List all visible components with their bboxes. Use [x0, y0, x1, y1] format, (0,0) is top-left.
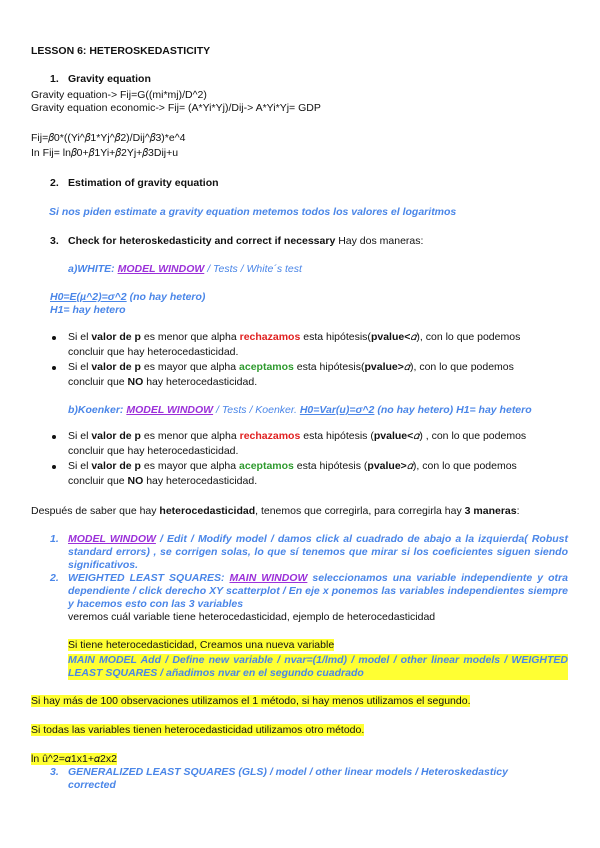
text: es mayor que alpha: [140, 361, 240, 373]
text: Después de saber que hay: [31, 505, 160, 517]
fix-3-number: 3.: [50, 766, 59, 778]
text: Si el: [68, 361, 92, 373]
page-title: LESSON 6: HETEROSKEDASTICITY: [31, 45, 211, 57]
section-3-heading-tail: Hay dos maneras:: [335, 235, 424, 247]
accept-keyword: aceptamos: [239, 460, 294, 472]
text-bold: valor de p: [91, 361, 141, 373]
reject-keyword: rechazamos: [239, 430, 301, 442]
log-residual-formula: [31, 753, 117, 766]
method-choice-line: [31, 695, 470, 708]
fix-2-highlight-1: [68, 639, 334, 652]
fix-2-description: seleccionamos una variable independiente y otra dependiente / click derecho XY scatterplot / En eje x ponemos las variables independientes siempre y hacemos esto con las 3 variables: [68, 572, 568, 610]
white-bullet-1-cont: concluir que hay heterocedasticidad.: [68, 346, 239, 358]
gravity-equation-line: Gravity equation-> Fij=G((mi*mj)/D^2): [31, 89, 207, 101]
text: Si el: [68, 331, 92, 343]
white-model-window-link[interactable]: MODEL WINDOW: [117, 263, 205, 275]
gravity-log-formula: In Fij= ln𝛽0+𝛽1Yi+𝛽2Yj+𝛽3Dij+u: [31, 147, 179, 159]
accept-keyword: aceptamos: [239, 361, 294, 373]
highlight-text: Si tiene heterocedasticidad, Creamos una nueva variable: [68, 639, 335, 651]
text: esta hipótesis(: [293, 361, 365, 373]
koenker-bullet-1-cont: concluir que hay heterocedasticidad.: [68, 445, 239, 457]
fix-2-title: WEIGHTED LEAST SQUARES:: [68, 572, 230, 584]
koenker-test-line: [68, 404, 532, 417]
text: es mayor que alpha: [140, 460, 240, 472]
text-bold: valor de p: [91, 430, 141, 442]
white-h0-line: [50, 291, 205, 304]
fix-3-text-cont: corrected: [68, 779, 116, 791]
fix-1-number: 1.: [50, 533, 59, 545]
text: ), con lo que podemos: [412, 460, 517, 472]
bullet-dot: [52, 366, 56, 370]
text: ), con lo que podemos: [409, 361, 514, 373]
section-3-heading: Check for heteroskedasticity and correct if necessary: [68, 235, 336, 247]
fix-1-text: [68, 533, 568, 572]
highlight-text: Si todas las variables tienen heterocedasticidad utilizamos otro método.: [31, 724, 365, 736]
section-3-number: 3.: [50, 235, 59, 247]
white-h0-tail: (no hay hetero): [126, 291, 206, 303]
fix-2-highlight-2: MAIN MODEL Add / Define new variable / nvar=(1/lmd) / model / other linear models / WEIGHTED LEAST SQUARES / añadimos nvar en el segundo cuadrado: [68, 654, 568, 679]
koenker-tail: (no hay hetero) H1= hay hetero: [374, 404, 532, 416]
text: ), con lo que podemos: [416, 331, 521, 343]
koenker-bullet-2-cont: [68, 475, 257, 488]
white-bullet-1: [68, 331, 520, 344]
text-bold: valor de p: [91, 331, 141, 343]
white-bullet-2: [68, 361, 514, 374]
alpha-symbol: 𝛼: [413, 430, 420, 442]
alpha-symbol: 𝛼: [410, 331, 417, 343]
fix-1-description: / Edit / Modify model / damos click al cuadrado de abajo a la izquierda( Robust standard errors) , se corrigen solas, lo que sí tenemos que mirar si los coeficientes siguen siendo significativos.: [68, 533, 568, 571]
text: concluir que: [68, 376, 128, 388]
gravity-formula: Fij=𝛽0*((Yi^𝛽1*Yj^𝛽2)/Dij^𝛽3)*e^4: [31, 132, 186, 144]
all-variables-line: [31, 724, 364, 737]
highlight-text: ln û^2=𝛼1x1+𝛼2x2: [31, 753, 117, 765]
estimation-note: Si nos piden estimate a gravity equation metemos todos los valores el logaritmos: [49, 206, 457, 218]
text-bold: pvalue<: [370, 331, 411, 343]
text: ) , con lo que podemos: [419, 430, 527, 442]
koenker-test-path: / Tests / Koenker.: [213, 404, 300, 416]
white-test-line: [68, 263, 302, 276]
text-bold: heterocedasticidad: [159, 505, 256, 517]
alpha-symbol: 𝛼: [406, 460, 413, 472]
text: es menor que alpha: [140, 331, 240, 343]
text: hay heterocedasticidad.: [143, 376, 258, 388]
text: , tenemos que corregirla, para corregirla hay: [255, 505, 465, 517]
text: esta hipótesis (: [293, 460, 368, 472]
text-bold: pvalue>: [364, 361, 404, 373]
text: hay heterocedasticidad.: [143, 475, 258, 487]
fix-2-plain: veremos cuál variable tiene heterocedasticidad, ejemplo de heterocedasticidad: [68, 611, 436, 623]
text: concluir que: [68, 475, 128, 487]
koenker-bullet-2: [68, 460, 517, 473]
fix-3-text: GENERALIZED LEAST SQUARES (GLS) / model / other linear models / Heteroskedasticy: [68, 766, 508, 778]
koenker-h0: H0=Var(u)=σ^2: [299, 404, 375, 416]
correction-intro: [31, 505, 520, 518]
koenker-model-window-link[interactable]: MODEL WINDOW: [126, 404, 214, 416]
bullet-dot: [52, 435, 56, 439]
white-test-path: / Tests / White´s test: [204, 263, 302, 275]
white-h1: H1= hay hetero: [50, 304, 126, 316]
text-bold: NO: [127, 475, 144, 487]
text: esta hipótesis (: [300, 430, 374, 442]
bullet-dot: [52, 465, 56, 469]
fix-2-text: [68, 572, 568, 611]
section-2-number: 2.: [50, 177, 59, 189]
white-h0: H0=E(µ^2)=σ^2: [50, 291, 127, 303]
text: esta hipótesis(: [300, 331, 371, 343]
text-bold: NO: [127, 376, 144, 388]
text-bold: pvalue>: [367, 460, 407, 472]
section-2-heading: Estimation of gravity equation: [68, 177, 219, 189]
white-label: a)WHITE:: [68, 263, 118, 275]
white-bullet-2-cont: [68, 376, 257, 389]
section-1-heading: Gravity equation: [68, 73, 151, 85]
text: es menor que alpha: [140, 430, 240, 442]
alpha-symbol: 𝛼: [403, 361, 410, 373]
highlight-text: Si hay más de 100 observaciones utilizamos el 1 método, si hay menos utilizamos el segundo.: [31, 695, 471, 707]
reject-keyword: rechazamos: [239, 331, 301, 343]
section-1-number: 1.: [50, 73, 59, 85]
section-3-heading-line: [68, 235, 423, 248]
text: Si el: [68, 430, 92, 442]
fix-2-main-window-link[interactable]: MAIN WINDOW: [229, 572, 308, 584]
text: :: [516, 505, 520, 517]
gravity-equation-economic-line: Gravity equation economic-> Fij= (A*Yi*Yj)/Dij-> A*Yi*Yj= GDP: [31, 102, 321, 114]
text-bold: valor de p: [91, 460, 141, 472]
bullet-dot: [52, 336, 56, 340]
fix-1-model-window-link[interactable]: MODEL WINDOW: [68, 533, 156, 545]
text: Si el: [68, 460, 92, 472]
text-bold: pvalue<: [373, 430, 414, 442]
text-bold: 3 maneras: [464, 505, 517, 517]
koenker-label: b)Koenker:: [68, 404, 127, 416]
koenker-bullet-1: [68, 430, 526, 443]
fix-2-number: 2.: [50, 572, 59, 584]
